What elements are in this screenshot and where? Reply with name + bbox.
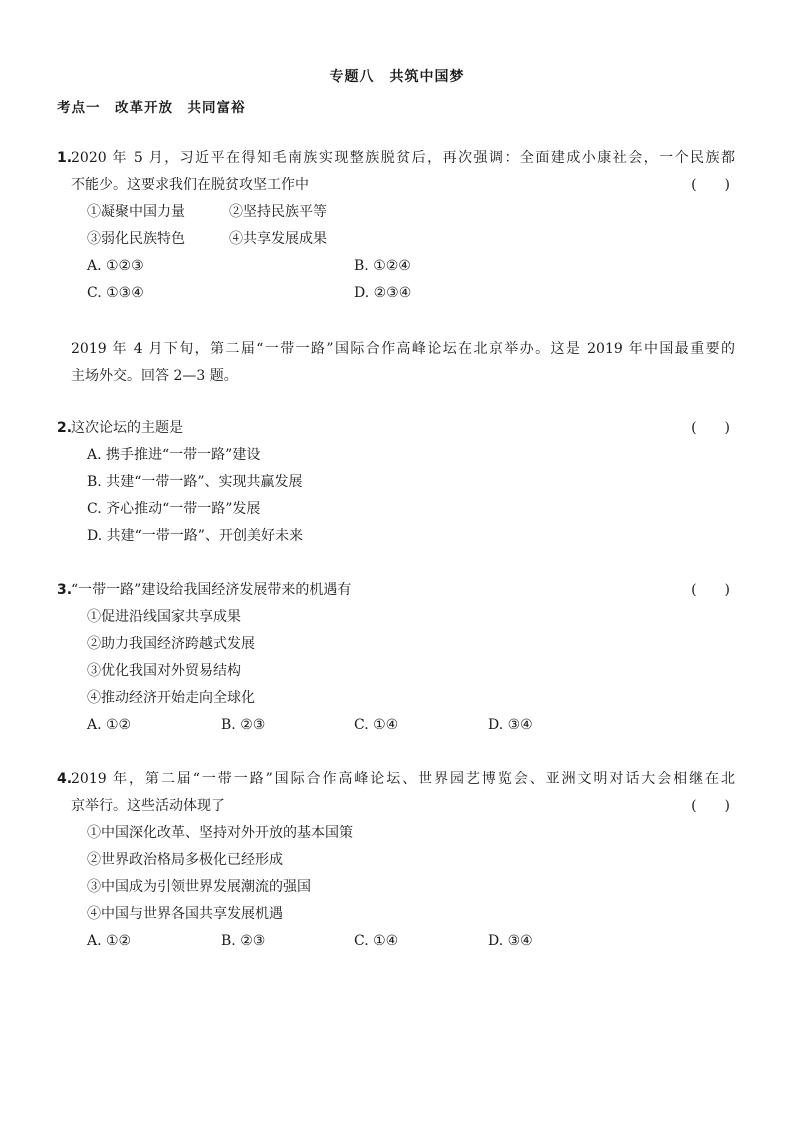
q4-stem-line2: 京举行。这些活动体现了 [71, 798, 225, 814]
q4-option-c[interactable]: C. ①④ [354, 933, 399, 949]
q1-option-c[interactable]: C. ①③④ [87, 285, 144, 301]
q1-stem-line1: 2020 年 5 月，习近平在得知毛南族实现整族脱贫后，再次强调：全面建成小康社会，一个民族都 [71, 150, 735, 166]
q1-option-d[interactable]: D. ②③④ [354, 285, 412, 301]
page-title: 专题八 共筑中国梦 [329, 69, 465, 85]
q3-item-4: ④推动经济开始走向全球化 [87, 690, 255, 706]
q3-answer-blank[interactable]: ( ) [691, 582, 730, 598]
q2-option-c[interactable]: C. 齐心推动“一带一路”发展 [87, 501, 261, 517]
q4-option-d[interactable]: D. ③④ [488, 933, 533, 949]
q1-option-a[interactable]: A. ①②③ [87, 258, 144, 274]
q4-option-a[interactable]: A. ①② [87, 933, 132, 949]
q3-option-b[interactable]: B. ②③ [221, 717, 266, 733]
q1-item-4: ④共享发展成果 [229, 231, 327, 247]
intro-line1: 2019 年 4 月下旬，第二届“一带一路”国际合作高峰论坛在北京举办。这是 2019 年中国最重要的 [71, 341, 735, 357]
q1-item-2: ②坚持民族平等 [229, 204, 327, 220]
q2-answer-blank[interactable]: ( ) [691, 420, 730, 436]
q2-option-a[interactable]: A. 携手推进“一带一路”建设 [87, 447, 261, 463]
q4-option-b[interactable]: B. ②③ [221, 933, 266, 949]
section-heading: 考点一 改革开放 共同富裕 [57, 100, 246, 116]
q3-item-3: ③优化我国对外贸易结构 [87, 663, 241, 679]
q2-number: 2. [57, 420, 73, 436]
q4-stem-line1: 2019 年，第二届“一带一路”国际合作高峰论坛、世界园艺博览会、亚洲文明对话大会相继在北 [71, 771, 735, 787]
q3-option-c[interactable]: C. ①④ [354, 717, 399, 733]
q4-item-2: ②世界政治格局多极化已经形成 [87, 852, 283, 868]
q4-item-1: ①中国深化改革、坚持对外开放的基本国策 [87, 825, 353, 841]
q3-item-2: ②助力我国经济跨越式发展 [87, 636, 255, 652]
q2-option-d[interactable]: D. 共建“一带一路”、开创美好未来 [87, 528, 303, 544]
q3-item-1: ①促进沿线国家共享成果 [87, 609, 241, 625]
q1-option-b[interactable]: B. ①②④ [354, 258, 411, 274]
q1-item-3: ③弱化民族特色 [87, 231, 185, 247]
q3-option-a[interactable]: A. ①② [87, 717, 132, 733]
q4-answer-blank[interactable]: ( ) [691, 798, 730, 814]
q1-stem-line2: 不能少。这要求我们在脱贫攻坚工作中 [71, 177, 309, 193]
q2-option-b[interactable]: B. 共建“一带一路”、实现共赢发展 [87, 474, 303, 490]
q4-item-3: ③中国成为引领世界发展潮流的强国 [87, 879, 311, 895]
q4-number: 4. [57, 771, 73, 787]
q2-stem: 这次论坛的主题是 [71, 420, 183, 436]
q3-number: 3. [57, 582, 73, 598]
q3-stem: “一带一路”建设给我国经济发展带来的机遇有 [71, 582, 352, 598]
intro-line2: 主场外交。回答 2—3 题。 [71, 368, 238, 384]
q1-answer-blank[interactable]: ( ) [691, 177, 730, 193]
q1-item-1: ①凝聚中国力量 [87, 204, 185, 220]
q4-item-4: ④中国与世界各国共享发展机遇 [87, 906, 283, 922]
q3-option-d[interactable]: D. ③④ [488, 717, 533, 733]
q1-number: 1. [57, 150, 73, 166]
